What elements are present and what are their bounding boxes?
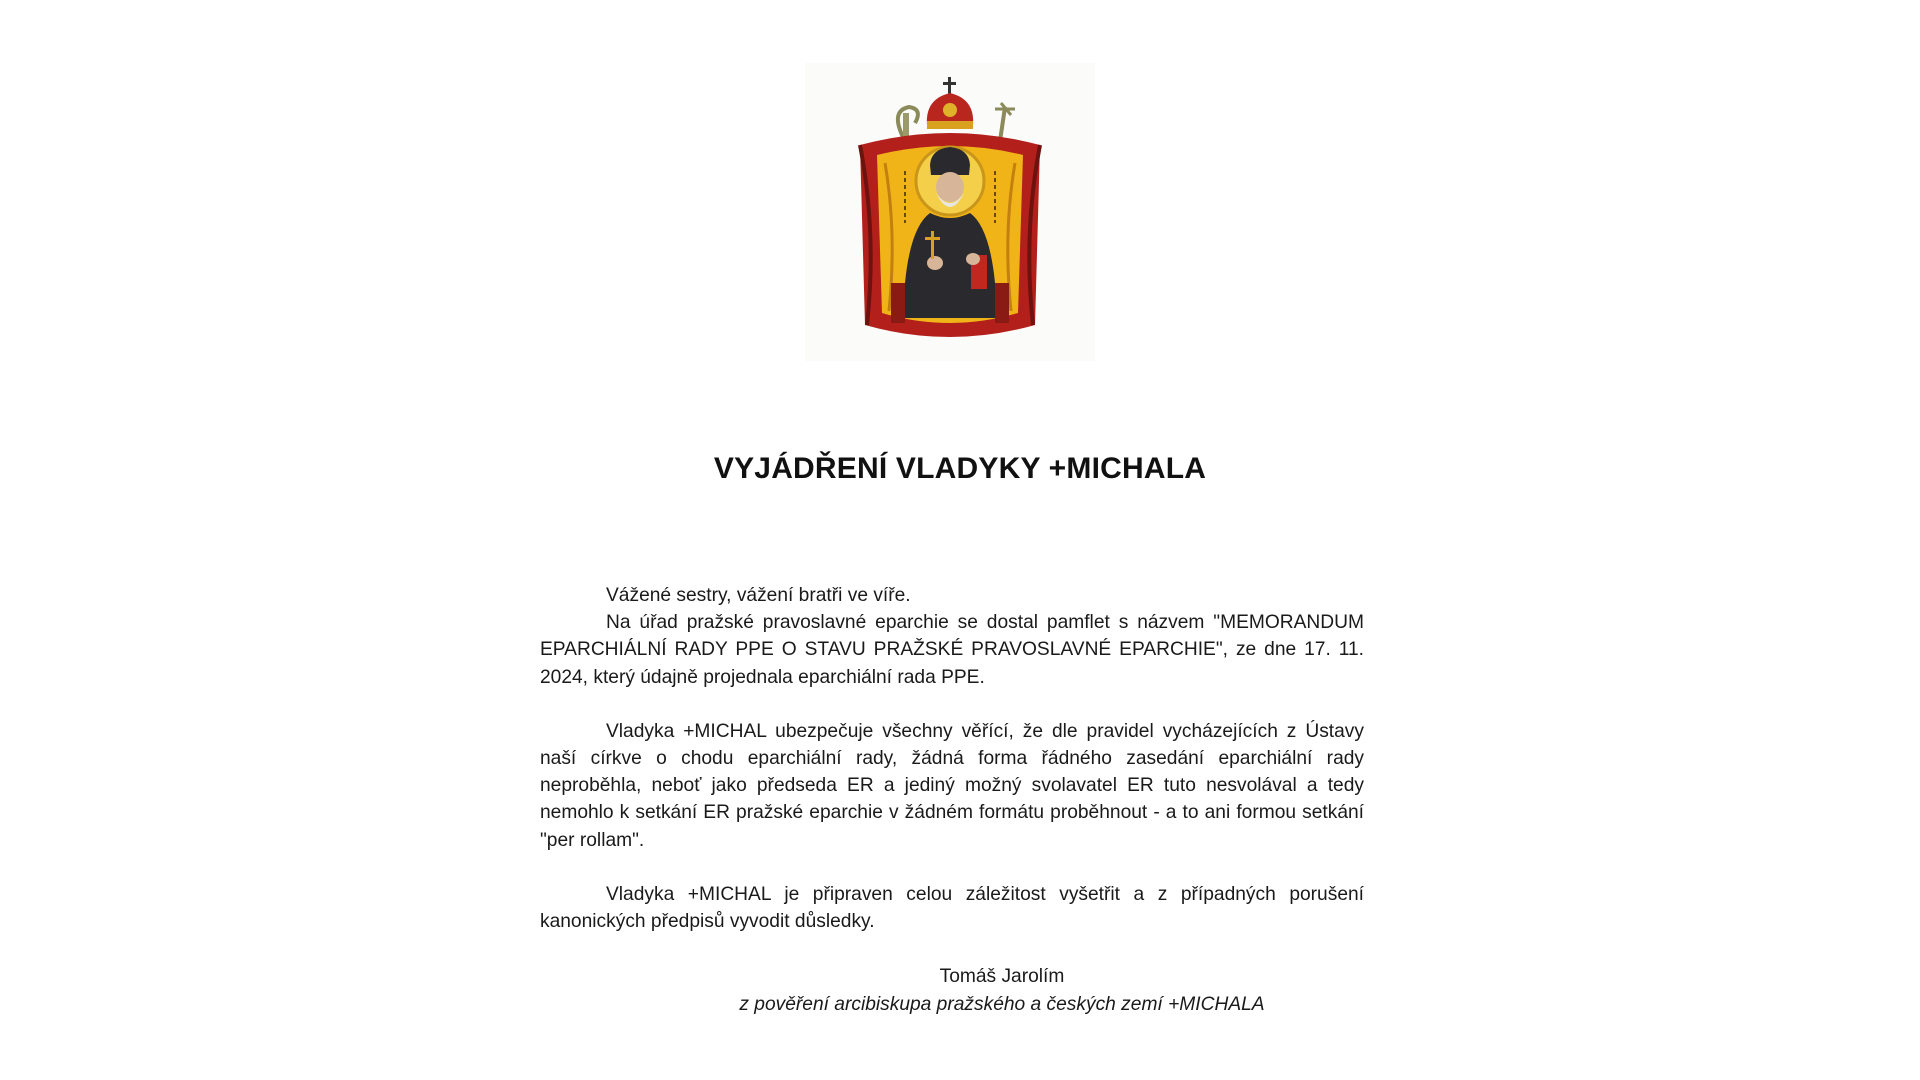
signature-block	[540, 963, 1364, 1018]
document-title: VYJÁDŘENÍ VLADYKY +MICHALA	[713, 452, 1207, 485]
signatory-role: z pověření arcibiskupa pražského a českých zemí +MICHALA	[739, 993, 1265, 1015]
paragraph-assurance: Vladyka +MICHAL ubezpečuje všechny věřící, že dle pravidel vycházejících z Ústavy naší církve o chodu eparchiální rady, žádná forma řádného zasedání eparchiální rady neproběhla, neboť jako předseda ER a jediný možný svolavatel ER tuto nesvolával a tedy nemohlo k setkání ER pražské eparchie v žádném formátu proběhnout - a to ani formou setkání "per rollam".	[540, 720, 1364, 851]
eparchy-coat-of-arms-icon	[805, 63, 1095, 361]
paragraph-memorandum: Na úřad pražské pravoslavné eparchie se dostal pamflet s názvem "MEMORANDUM EPARCHIÁLNÍ RADY PPE O STAVU PRAŽSKÉ PRAVOSLAVNÉ EPARCHIE", ze dne 17. 11. 2024, který údajně projednala eparchiální rada PPE.	[540, 612, 1364, 688]
paragraph-investigation: Vladyka +MICHAL je připraven celou záležitost vyšetřit a z případných porušení kanonických předpisů vyvodit důsledky.	[540, 883, 1364, 933]
greeting: Vážené sestry, vážení bratři ve víře.	[606, 585, 911, 606]
letter-body	[540, 582, 1364, 935]
signatory-name: Tomáš Jarolím	[939, 966, 1065, 987]
